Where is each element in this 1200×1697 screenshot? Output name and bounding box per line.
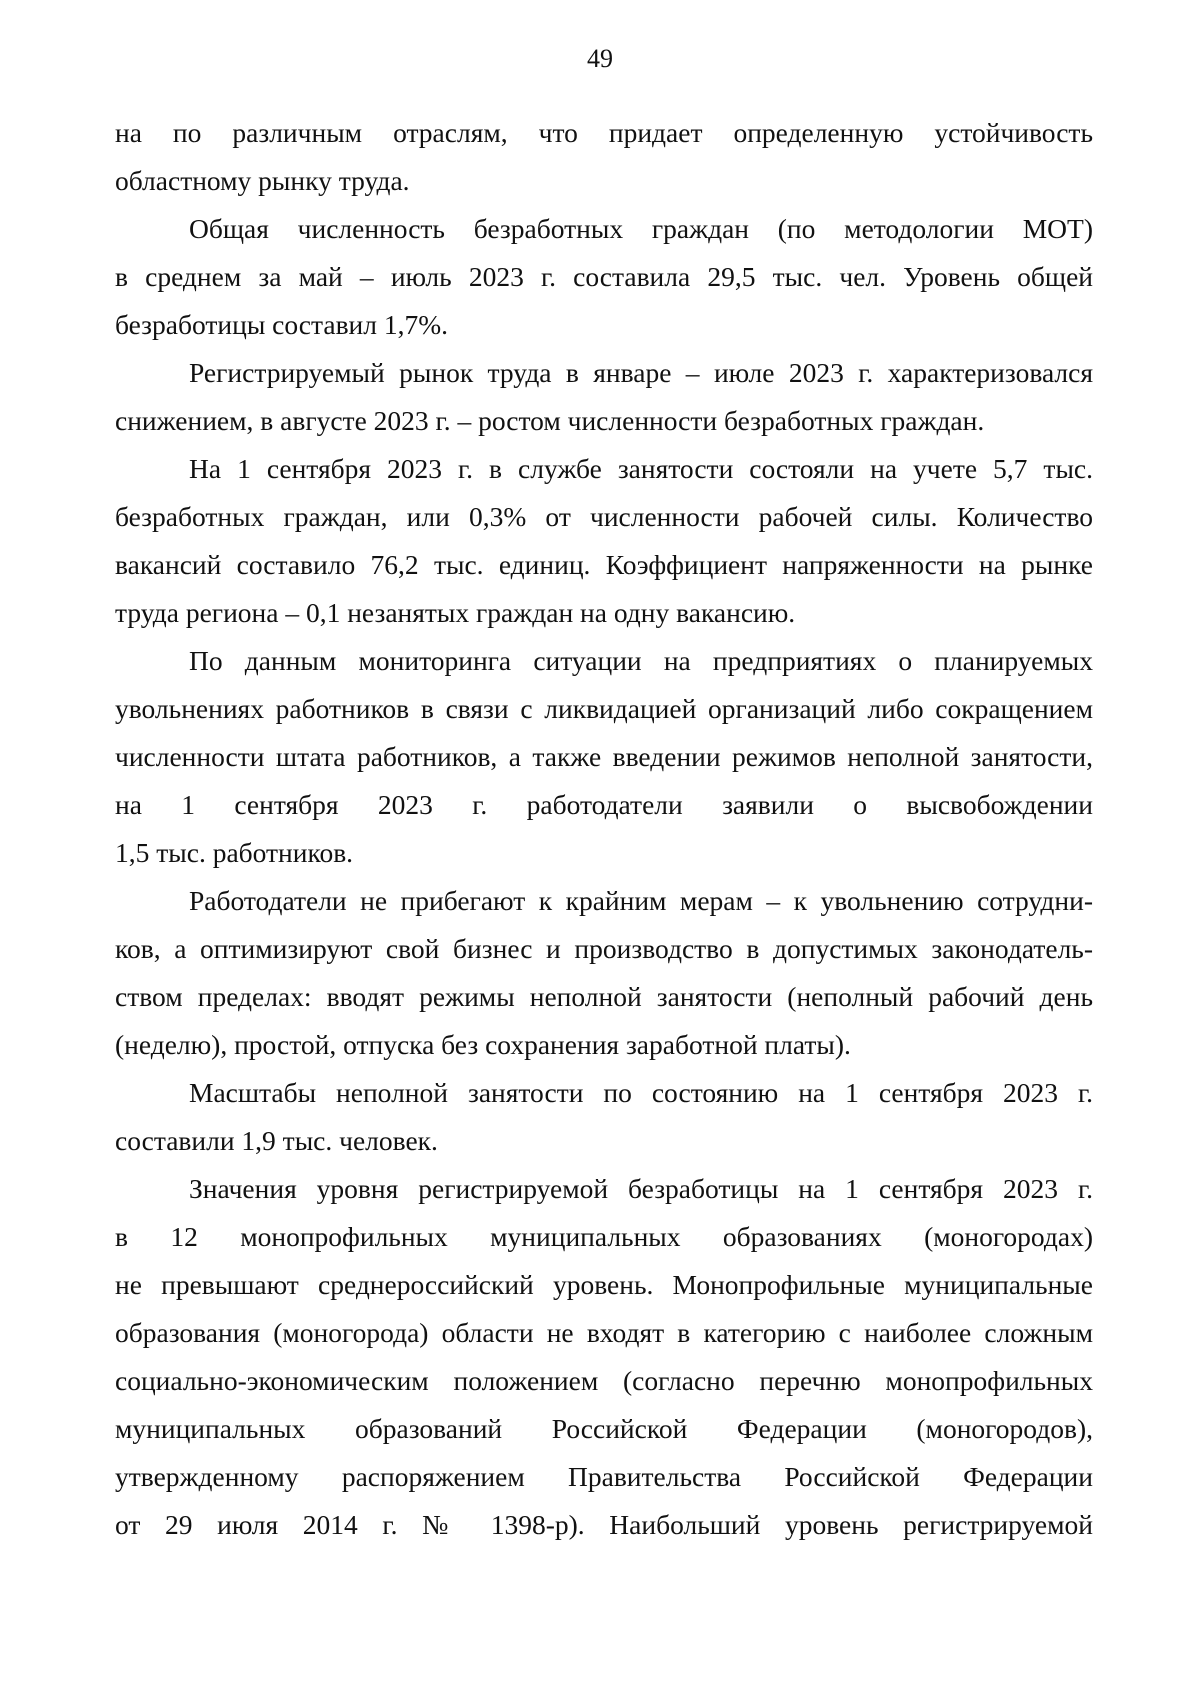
paragraph-5 xyxy=(115,637,1093,877)
text-line: численности штата работников, а также введении режимов неполной занятости, xyxy=(115,741,1093,772)
text-line: на по различным отраслям, что придает определенную устойчивость xyxy=(115,117,1093,148)
text-line: утвержденному распоряжением Правительства Российской Федерации xyxy=(115,1461,1093,1492)
paragraph-6 xyxy=(115,877,1093,1069)
paragraph-4 xyxy=(115,445,1093,637)
text-line: безработицы составил 1,7%. xyxy=(115,309,449,340)
text-line: Значения уровня регистрируемой безработицы на 1 сентября 2023 г. xyxy=(189,1173,1093,1204)
text-line: На 1 сентября 2023 г. в службе занятости состояли на учете 5,7 тыс. xyxy=(189,453,1093,484)
text-line: Работодатели не прибегают к крайним мерам – к увольнению сотрудни- xyxy=(189,885,1093,916)
text-line: вакансий составило 76,2 тыс. единиц. Коэффициент напряженности на рынке xyxy=(115,549,1093,580)
text-line: снижением, в августе 2023 г. – ростом численности безработных граждан. xyxy=(115,405,985,436)
text-line: Масштабы неполной занятости по состоянию на 1 сентября 2023 г. xyxy=(189,1077,1093,1108)
text-line: безработных граждан, или 0,3% от численности рабочей силы. Количество xyxy=(115,501,1093,532)
body-text xyxy=(115,109,1093,1549)
page-number: 49 xyxy=(587,44,613,73)
text-line: от 29 июля 2014 г. № 1398-р). Наибольший уровень регистрируемой xyxy=(115,1509,1093,1540)
text-line: в среднем за май – июль 2023 г. составила 29,5 тыс. чел. Уровень общей xyxy=(115,261,1093,292)
paragraph-3 xyxy=(115,349,1093,445)
paragraph-1 xyxy=(115,109,1093,205)
text-line: 1,5 тыс. работников. xyxy=(115,837,354,868)
text-line: образования (моногорода) области не входят в категорию с наиболее сложным xyxy=(115,1317,1093,1348)
text-line: По данным мониторинга ситуации на предприятиях о планируемых xyxy=(189,645,1093,676)
paragraph-2 xyxy=(115,205,1093,349)
text-line: ков, а оптимизируют свой бизнес и производство в допустимых законодатель- xyxy=(115,933,1093,964)
text-line: труда региона – 0,1 незанятых граждан на одну вакансию. xyxy=(115,597,796,628)
text-line: не превышают среднероссийский уровень. Монопрофильные муниципальные xyxy=(115,1269,1093,1300)
text-line: муниципальных образований Российской Федерации (моногородов), xyxy=(115,1413,1093,1444)
text-line: Регистрируемый рынок труда в январе – июле 2023 г. характеризовался xyxy=(189,357,1093,388)
text-line: в 12 монопрофильных муниципальных образованиях (моногородах) xyxy=(115,1221,1093,1252)
text-line: составили 1,9 тыс. человек. xyxy=(115,1125,438,1156)
paragraph-8 xyxy=(115,1165,1093,1549)
text-line: Общая численность безработных граждан (по методологии МОТ) xyxy=(189,213,1093,244)
paragraph-7 xyxy=(115,1069,1093,1165)
text-line: социально-экономическим положением (согласно перечню монопрофильных xyxy=(115,1365,1093,1396)
text-line: областному рынку труда. xyxy=(115,165,410,196)
text-line: на 1 сентября 2023 г. работодатели заявили о высвобождении xyxy=(115,789,1093,820)
text-line: увольнениях работников в связи с ликвидацией организаций либо сокращением xyxy=(115,693,1093,724)
text-line: ством пределах: вводят режимы неполной занятости (неполный рабочий день xyxy=(115,981,1093,1012)
text-line: (неделю), простой, отпуска без сохранения заработной платы). xyxy=(115,1029,851,1060)
